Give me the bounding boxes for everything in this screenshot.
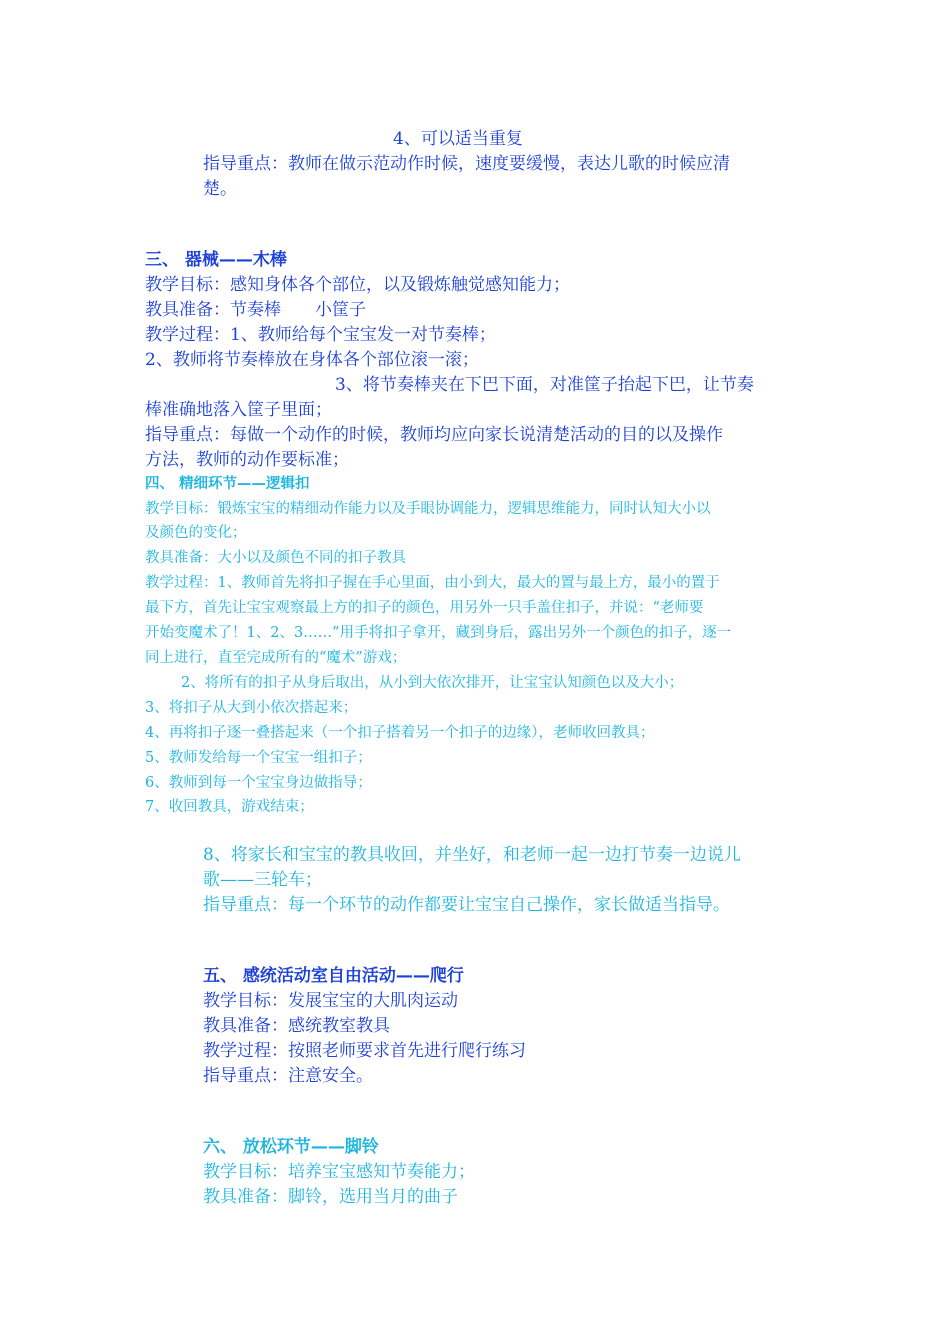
section-4-step-6: 6、教师到每一个宝宝身边做指导； [145, 775, 372, 791]
section-4-step-8-line-1: 8、将家长和宝宝的教具收回，并坐好，和老师一起一边打节奏一边说儿 [203, 845, 741, 865]
section-4-step-8-line-2: 歌——三轮车； [203, 870, 322, 890]
section-3-prep: 教具准备：节奏棒 小筐子 [145, 300, 366, 320]
section-4-step-2: 2、将所有的扣子从身后取出，从小到大依次排开，让宝宝认知颜色以及大小； [181, 675, 684, 691]
section-4-process-line-1: 教学过程：1、教师首先将扣子握在手心里面，由小到大，最大的置与最上方，最小的置于 [145, 575, 720, 591]
section-4-step-4: 4、再将扣子逐一叠搭起来（一个扣子搭着另一个扣子的边缘），老师收回教具； [145, 725, 655, 741]
section-4-goal-line-1: 教学目标：锻炼宝宝的精细动作能力以及手眼协调能力，逻辑思维能力，同时认知大小以 [145, 501, 711, 517]
section-4-process-line-3: 开始变魔术了！1、2、3……”用手将扣子拿开，藏到身后，露出另外一个颜色的扣子，逐一 [145, 625, 732, 641]
section-5-process: 教学过程：按照老师要求首先进行爬行练习 [203, 1041, 526, 1061]
section-6-heading: 六、 放松环节——脚铃 [203, 1137, 379, 1157]
section-3-focus-line-1: 指导重点：每做一个动作的时候，教师均应向家长说清楚活动的目的以及操作 [145, 425, 723, 445]
section-4-step-7: 7、收回教具，游戏结束； [145, 799, 314, 815]
section-3-goal: 教学目标：感知身体各个部位，以及锻炼触觉感知能力； [145, 275, 570, 295]
section-4-prep: 教具准备：大小以及颜色不同的扣子教具 [145, 550, 406, 566]
section-6-prep: 教具准备：脚铃，选用当月的曲子 [203, 1187, 458, 1207]
section-3-step-3-line-1: 3、将节奏棒夹在下巴下面，对准筐子抬起下巴，让节奏 [335, 375, 754, 395]
section-3-process: 教学过程：1、教师给每个宝宝发一对节奏棒； [145, 325, 496, 345]
section-5-goal: 教学目标：发展宝宝的大肌肉运动 [203, 991, 458, 1011]
section-3-step-2: 2、教师将节奏棒放在身体各个部位滚一滚； [145, 350, 479, 370]
section-3-step-3-line-2: 棒准确地落入筐子里面； [145, 400, 332, 420]
section-4-heading: 四、 精细环节——逻辑扣 [145, 476, 310, 492]
section-6-goal: 教学目标：培养宝宝感知节奏能力； [203, 1162, 475, 1182]
section-3-focus-line-2: 方法，教师的动作要标准； [145, 450, 349, 470]
focus-line-1: 指导重点：教师在做示范动作时候，速度要缓慢，表达儿歌的时候应清 [203, 154, 730, 174]
section-4-process-line-4: 同上进行，直至完成所有的“魔术”游戏； [145, 650, 407, 666]
section-5-prep: 教具准备：感统教室教具 [203, 1016, 390, 1036]
focus-line-2: 楚。 [203, 179, 237, 199]
section-5-heading: 五、 感统活动室自由活动——爬行 [203, 966, 464, 986]
section-4-process-line-2: 最下方，首先让宝宝观察最上方的扣子的颜色，用另外一只手盖住扣子，并说：“老师要 [145, 600, 704, 616]
section-4-focus: 指导重点：每一个环节的动作都要让宝宝自己操作，家长做适当指导。 [203, 895, 730, 915]
section-4-step-3: 3、将扣子从大到小依次搭起来； [145, 700, 358, 716]
section-5-focus: 指导重点：注意安全。 [203, 1066, 373, 1086]
section-3-heading: 三、 器械——木棒 [145, 250, 287, 270]
step-4-repeat: 4、可以适当重复 [393, 129, 523, 149]
section-4-goal-line-2: 及颜色的变化； [145, 525, 247, 541]
section-4-step-5: 5、教师发给每一个宝宝一组扣子； [145, 750, 372, 766]
